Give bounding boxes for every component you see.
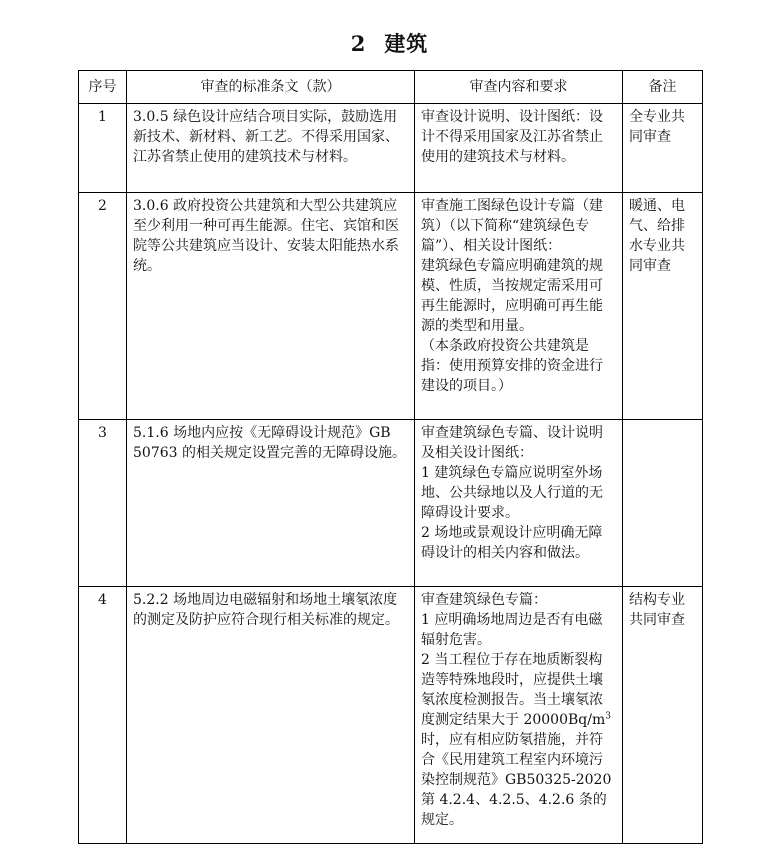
row-content [415, 104, 623, 193]
table-row [79, 104, 703, 193]
content-paragraph: 1 建筑绿色专篇应说明室外场地、公共绿地以及人行道的无障碍设计要求。 [421, 465, 603, 521]
table-row [79, 587, 703, 844]
row-seq: 3 [79, 420, 127, 587]
content-paragraph: 审查设计说明、设计图纸：设计不得采用国家及江苏省禁止使用的建筑技术与材料。 [421, 109, 603, 165]
row-note: 全专业共同审查 [623, 104, 703, 193]
review-table [78, 70, 703, 844]
section-title: 建筑 [384, 31, 429, 56]
section-heading [0, 28, 779, 58]
row-note [623, 420, 703, 587]
section-number: 2 [350, 31, 367, 56]
content-text: 2 当工程位于存在地质断裂构造等特殊地段时，应提供土壤氡浓度检测报告。当土壤氡浓度测定结果大于 20000Bq/m [421, 652, 606, 728]
content-paragraph [421, 650, 616, 830]
header-standard: 审查的标准条文（款） [127, 71, 415, 104]
row-seq: 4 [79, 587, 127, 844]
header-content: 审查内容和要求 [415, 71, 623, 104]
table-header-row [79, 71, 703, 104]
header-note: 备注 [623, 71, 703, 104]
row-standard: 5.1.6 场地内应按《无障碍设计规范》GB 50763 的相关规定设置完善的无障碍设施。 [127, 420, 415, 587]
superscript: 3 [605, 711, 611, 722]
row-seq: 1 [79, 104, 127, 193]
table-row [79, 193, 703, 420]
row-standard: 3.0.5 绿色设计应结合项目实际，鼓励选用新技术、新材料、新工艺。不得采用国家、江苏省禁止使用的建筑技术与材料。 [127, 104, 415, 193]
content-text: 时，应有相应防氡措施，并符合《民用建筑工程室内环境污染控制规范》GB50325-2020 第 4.2.4、4.2.5、4.2.6 条的规定。 [421, 732, 612, 828]
content-paragraph: 审查施工图绿色设计专篇（建筑）（以下简称“建筑绿色专篇”）、相关设计图纸： [421, 198, 603, 254]
table-row [79, 420, 703, 587]
row-content [415, 587, 623, 844]
content-paragraph: 审查建筑绿色专篇： [421, 592, 547, 608]
content-paragraph: 2 场地或景观设计应明确无障碍设计的相关内容和做法。 [421, 525, 603, 561]
content-paragraph: 建筑绿色专篇应明确建筑的规模、性质，当按规定需采用可再生能源时，应明确可再生能源的类型和用量。 [421, 258, 603, 334]
content-paragraph: 1 应明确场地周边是否有电磁辐射危害。 [421, 612, 603, 648]
row-content [415, 193, 623, 420]
row-content [415, 420, 623, 587]
content-paragraph: 审查建筑绿色专篇、设计说明及相关设计图纸： [421, 425, 603, 461]
content-paragraph: （本条政府投资公共建筑是指：使用预算安排的资金进行建设的项目。） [421, 338, 603, 394]
row-seq: 2 [79, 193, 127, 420]
row-note: 结构专业共同审查 [623, 587, 703, 844]
row-note: 暖通、电气、给排水专业共同审查 [623, 193, 703, 420]
row-standard: 3.0.6 政府投资公共建筑和大型公共建筑应至少利用一种可再生能源。住宅、宾馆和医院等公共建筑应当设计、安装太阳能热水系统。 [127, 193, 415, 420]
header-seq: 序号 [79, 71, 127, 104]
row-standard: 5.2.2 场地周边电磁辐射和场地土壤氡浓度的测定及防护应符合现行相关标准的规定。 [127, 587, 415, 844]
